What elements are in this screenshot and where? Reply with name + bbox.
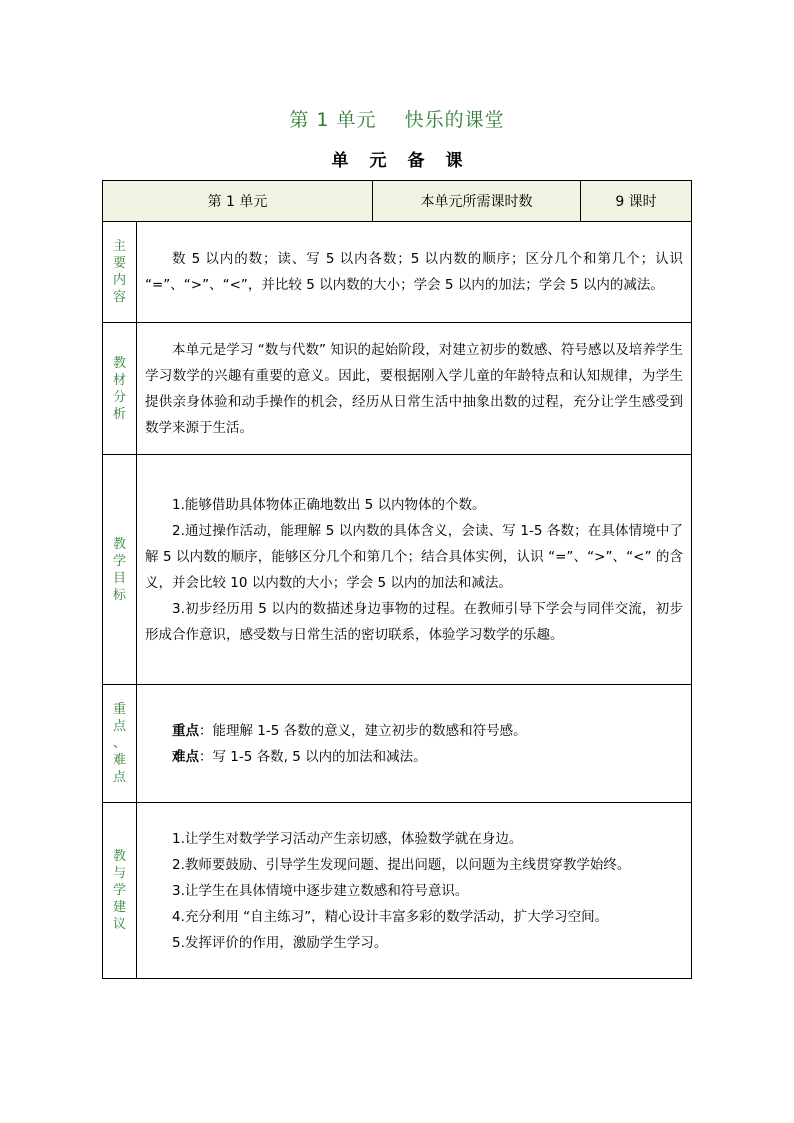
difficult-point-line: 难点：写 1-5 各数, 5 以内的加法和减法。 [172,748,427,765]
material-analysis-text: 本单元是学习 “数与代数” 知识的起始阶段，对建立初步的数感、符号感以及培养学生学习数学的兴趣有重要的意义。因此，要根据刚入学儿童的年龄特点和认知规律，为学生提供亲身体验和动手操作的机会，经历从日常生活中抽象出数的过程，充分让学生感受到数学来源于生活。 [137,323,692,455]
main-content-text: 数 5 以内的数；读、写 5 以内各数；5 以内数的顺序；区分几个和第几个；认识 “=”、“>”、“<”，并比较 5 以内数的大小；学会 5 以内的加法；学会 5 以内的减法。 [137,222,692,323]
teaching-suggestions-text: 1.让学生对数学学习活动产生亲切感，体验数学就在身边。 2.教师要鼓励、引导学生发现问题、提出问题，以问题为主线贯穿教学始终。 3.让学生在具体情境中逐步建立数感和符号意识。 4.充分利用 “自主练习”，精心设计丰富多彩的数学活动，扩大学习空间。 5.发挥评价的作用，激励学生学习。 [137,803,692,979]
unit-name-cell: 第 1 单元 [103,181,373,222]
section-subtitle: 单元备课 [331,151,484,171]
row-label-main-content: 主 要 内 容 [103,222,137,323]
hours-value-cell: 9 课时 [581,181,692,222]
row-label-key-difficult-points: 重 点 、 难 点 [103,685,137,803]
unit-plan-table [102,180,692,979]
table-row [103,222,692,323]
teaching-goals-text: 1.能够借助具体物体正确地数出 5 以内物体的个数。 2.通过操作活动，能理解 5 以内数的具体含义，会读、写 1-5 各数；在具体情境中了解 5 以内数的顺序，能够区分几个和第几个；结合具体实例，认识 “=”、“>”、“<” 的含义，并会比较 10 以内数的大小；学会 5 以内的加法和减法。 3.初步经历用 5 以内的数描述身边事物的过程。在教师引导下学会与同伴交流，初步形成合作意识，感受数与日常生活的密切联系，体验学习数学的乐趣。 [137,455,692,685]
table-row [103,803,692,979]
table-row [103,323,692,455]
hours-label-cell: 本单元所需课时数 [373,181,581,222]
row-label-teaching-suggestions: 教 与 学 建 议 [103,803,137,979]
table-row [103,685,692,803]
row-label-material-analysis: 教 材 分 析 [103,323,137,455]
row-label-teaching-goals: 教 学 目 标 [103,455,137,685]
page-title: 第 1 单元 快乐的课堂 [289,109,505,131]
key-point-line: 重点：能理解 1-5 各数的意义，建立初步的数感和符号感。 [172,722,527,739]
key-difficult-points-text [137,685,692,803]
table-header-row [103,181,692,222]
table-row [103,455,692,685]
